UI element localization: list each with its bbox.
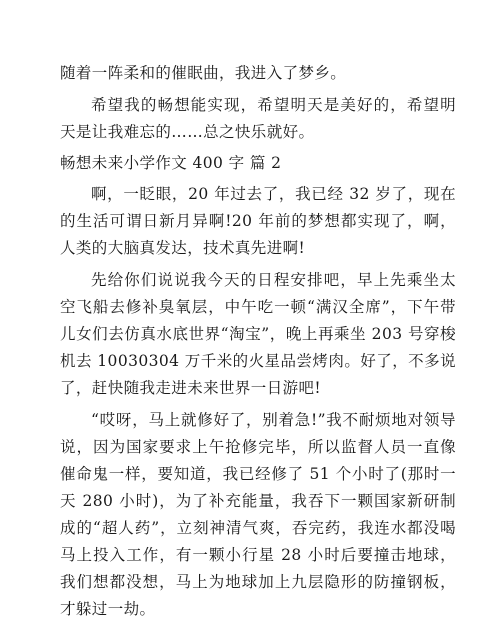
- paragraph-5: “哎呀，马上就修好了，别着急!”我不耐烦地对领导说，因为国家要求上午抢修完毕，所以监督人员一直像催命鬼一样，要知道，我已经修了 51 个小时了(那时一天 280 小时)，为了补充能量，我吞下一颗国家新研制成的“超人药”，立刻神清气爽，吞完药，我连水都没喝马上投入工作，有一颗小行星 28 小时后要撞击地球，我们想都没想，马上为地球加上九层隐形的防撞钢板，才躲过一劫。: [60, 411, 456, 618]
- paragraph-1: 随着一阵柔和的催眠曲，我进入了梦乡。: [60, 64, 347, 82]
- paragraph-2: 希望我的畅想能实现，希望明天是美好的，希望明天是让我难忘的……总之快乐就好。: [60, 96, 456, 141]
- paragraph-3: 啊，一眨眼，20 年过去了，我已经 32 岁了，现在的生活可谓日新月异啊!20 年前的梦想都实现了，啊，人类的大脑真发达，技术真先进啊!: [60, 185, 456, 257]
- section-heading: 畅想未来小学作文 400 字 篇 2: [60, 154, 282, 172]
- paragraph-4: 先给你们说说我今天的日程安排吧，早上先乘坐太空飞船去修补臭氧层，中午吃一顿“满汉全席”，下午带儿女们去仿真水底世界“淘宝”，晚上再乘坐 203 号穿梭机去 10030304 万千米的火星品尝烤肉。好了，不多说了，赶快随我走进未来世界一日游吧!: [60, 271, 456, 397]
